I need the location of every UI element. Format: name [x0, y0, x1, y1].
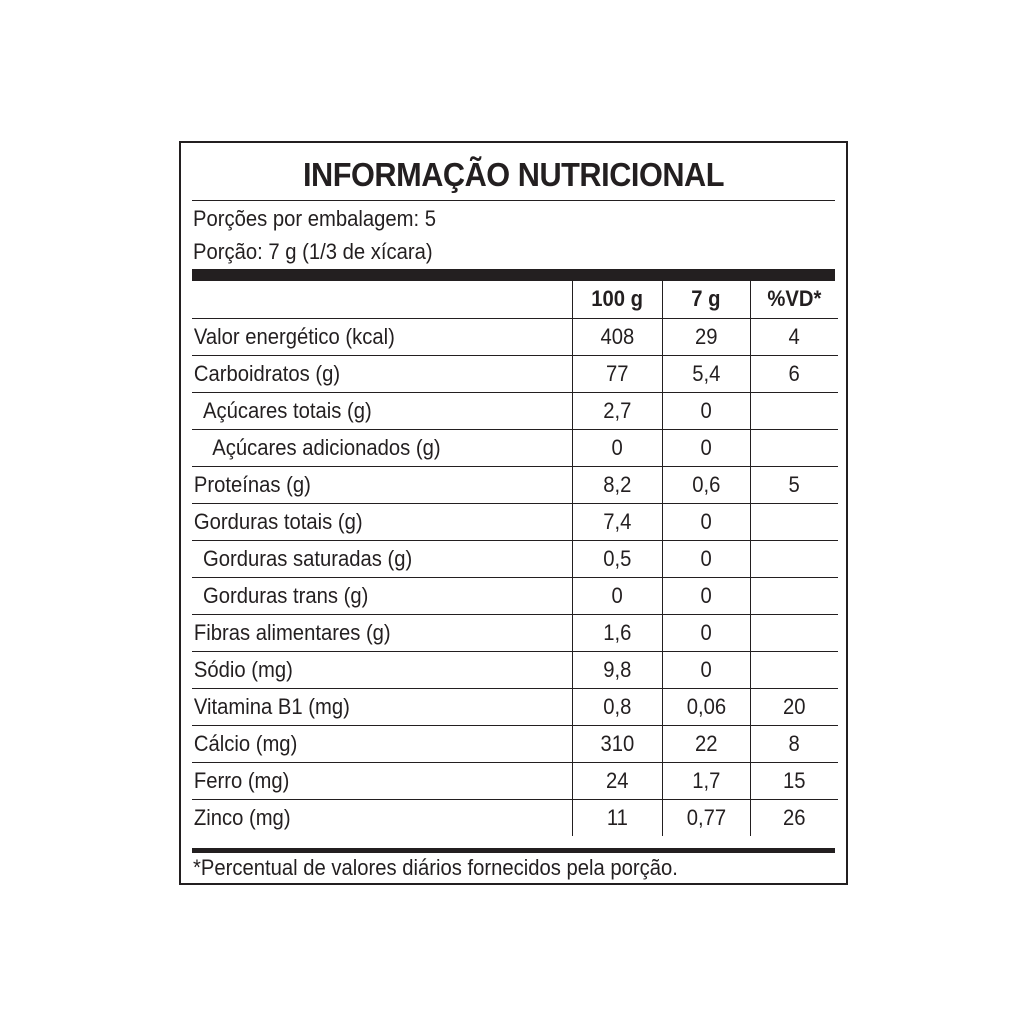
nutrient-name: Fibras alimentares (g) [192, 614, 572, 651]
value-per-serving: 0 [662, 503, 750, 540]
value-per-serving: 0,06 [662, 688, 750, 725]
value-daily-percent [750, 503, 838, 540]
nutrient-name: Gorduras saturadas (g) [192, 540, 572, 577]
value-daily-percent: 15 [750, 762, 838, 799]
serving-size: Porção: 7 g (1/3 de xícara) [193, 239, 433, 264]
value-per-serving: 0 [662, 540, 750, 577]
value-per-100g: 8,2 [572, 466, 662, 503]
table-row [192, 540, 838, 577]
nutrient-name: Gorduras totais (g) [192, 503, 572, 540]
value-daily-percent: 5 [750, 466, 838, 503]
header-per-serving: 7 g [662, 281, 750, 318]
table-row [192, 577, 838, 614]
value-per-100g: 0,5 [572, 540, 662, 577]
value-per-100g: 2,7 [572, 392, 662, 429]
value-per-100g: 77 [572, 355, 662, 392]
thick-divider [192, 269, 835, 281]
value-daily-percent: 26 [750, 799, 838, 836]
table-row [192, 762, 838, 799]
value-daily-percent [750, 614, 838, 651]
value-per-serving: 0,77 [662, 799, 750, 836]
nutrient-name: Cálcio (mg) [192, 725, 572, 762]
value-daily-percent [750, 429, 838, 466]
value-per-serving: 0 [662, 392, 750, 429]
table-row [192, 355, 838, 392]
value-per-serving: 0 [662, 429, 750, 466]
value-per-serving: 1,7 [662, 762, 750, 799]
table-header-row [192, 281, 838, 318]
value-per-100g: 408 [572, 318, 662, 355]
value-daily-percent: 20 [750, 688, 838, 725]
servings-per-package: Porções por embalagem: 5 [193, 206, 437, 231]
table-row [192, 429, 838, 466]
value-daily-percent [750, 651, 838, 688]
header-nutrient [192, 281, 572, 318]
value-per-serving: 0 [662, 577, 750, 614]
table-row [192, 503, 838, 540]
value-per-100g: 11 [572, 799, 662, 836]
value-per-serving: 0 [662, 614, 750, 651]
table-row [192, 614, 838, 651]
nutrient-name: Açúcares adicionados (g) [192, 429, 572, 466]
table-row [192, 651, 838, 688]
label-title: INFORMAÇÃO NUTRICIONAL [302, 156, 725, 193]
table-row [192, 466, 838, 503]
nutrient-name: Vitamina B1 (mg) [192, 688, 572, 725]
value-daily-percent [750, 577, 838, 614]
value-per-100g: 9,8 [572, 651, 662, 688]
value-per-100g: 0 [572, 577, 662, 614]
value-per-100g: 1,6 [572, 614, 662, 651]
value-daily-percent: 8 [750, 725, 838, 762]
value-per-serving: 29 [662, 318, 750, 355]
value-per-100g: 7,4 [572, 503, 662, 540]
nutrition-facts-label [179, 141, 848, 885]
table-row [192, 392, 838, 429]
value-per-100g: 0,8 [572, 688, 662, 725]
table-row [192, 799, 838, 836]
nutrient-name: Açúcares totais (g) [192, 392, 572, 429]
table-row [192, 725, 838, 762]
nutrient-name: Sódio (mg) [192, 651, 572, 688]
nutrition-table [192, 281, 838, 836]
header-per-100g: 100 g [572, 281, 662, 318]
table-row [192, 318, 838, 355]
nutrient-name: Gorduras trans (g) [192, 577, 572, 614]
value-daily-percent [750, 540, 838, 577]
nutrient-name: Carboidratos (g) [192, 355, 572, 392]
header-daily-value: %VD* [750, 281, 838, 318]
value-daily-percent: 6 [750, 355, 838, 392]
nutrition-facts-inner [192, 143, 835, 883]
value-per-100g: 24 [572, 762, 662, 799]
table-row [192, 688, 838, 725]
value-per-serving: 0,6 [662, 466, 750, 503]
value-per-100g: 0 [572, 429, 662, 466]
title-divider [192, 200, 835, 201]
value-per-serving: 0 [662, 651, 750, 688]
nutrient-name: Zinco (mg) [193, 804, 291, 830]
value-per-100g: 310 [572, 725, 662, 762]
nutrient-name: Ferro (mg) [192, 762, 572, 799]
footnote: *Percentual de valores diários fornecidos pela porção. [193, 855, 678, 880]
nutrient-name: Valor energético (kcal) [192, 318, 572, 355]
value-per-serving: 5,4 [662, 355, 750, 392]
nutrient-name: Proteínas (g) [192, 466, 572, 503]
value-daily-percent [750, 392, 838, 429]
value-per-serving: 22 [662, 725, 750, 762]
value-daily-percent: 4 [750, 318, 838, 355]
